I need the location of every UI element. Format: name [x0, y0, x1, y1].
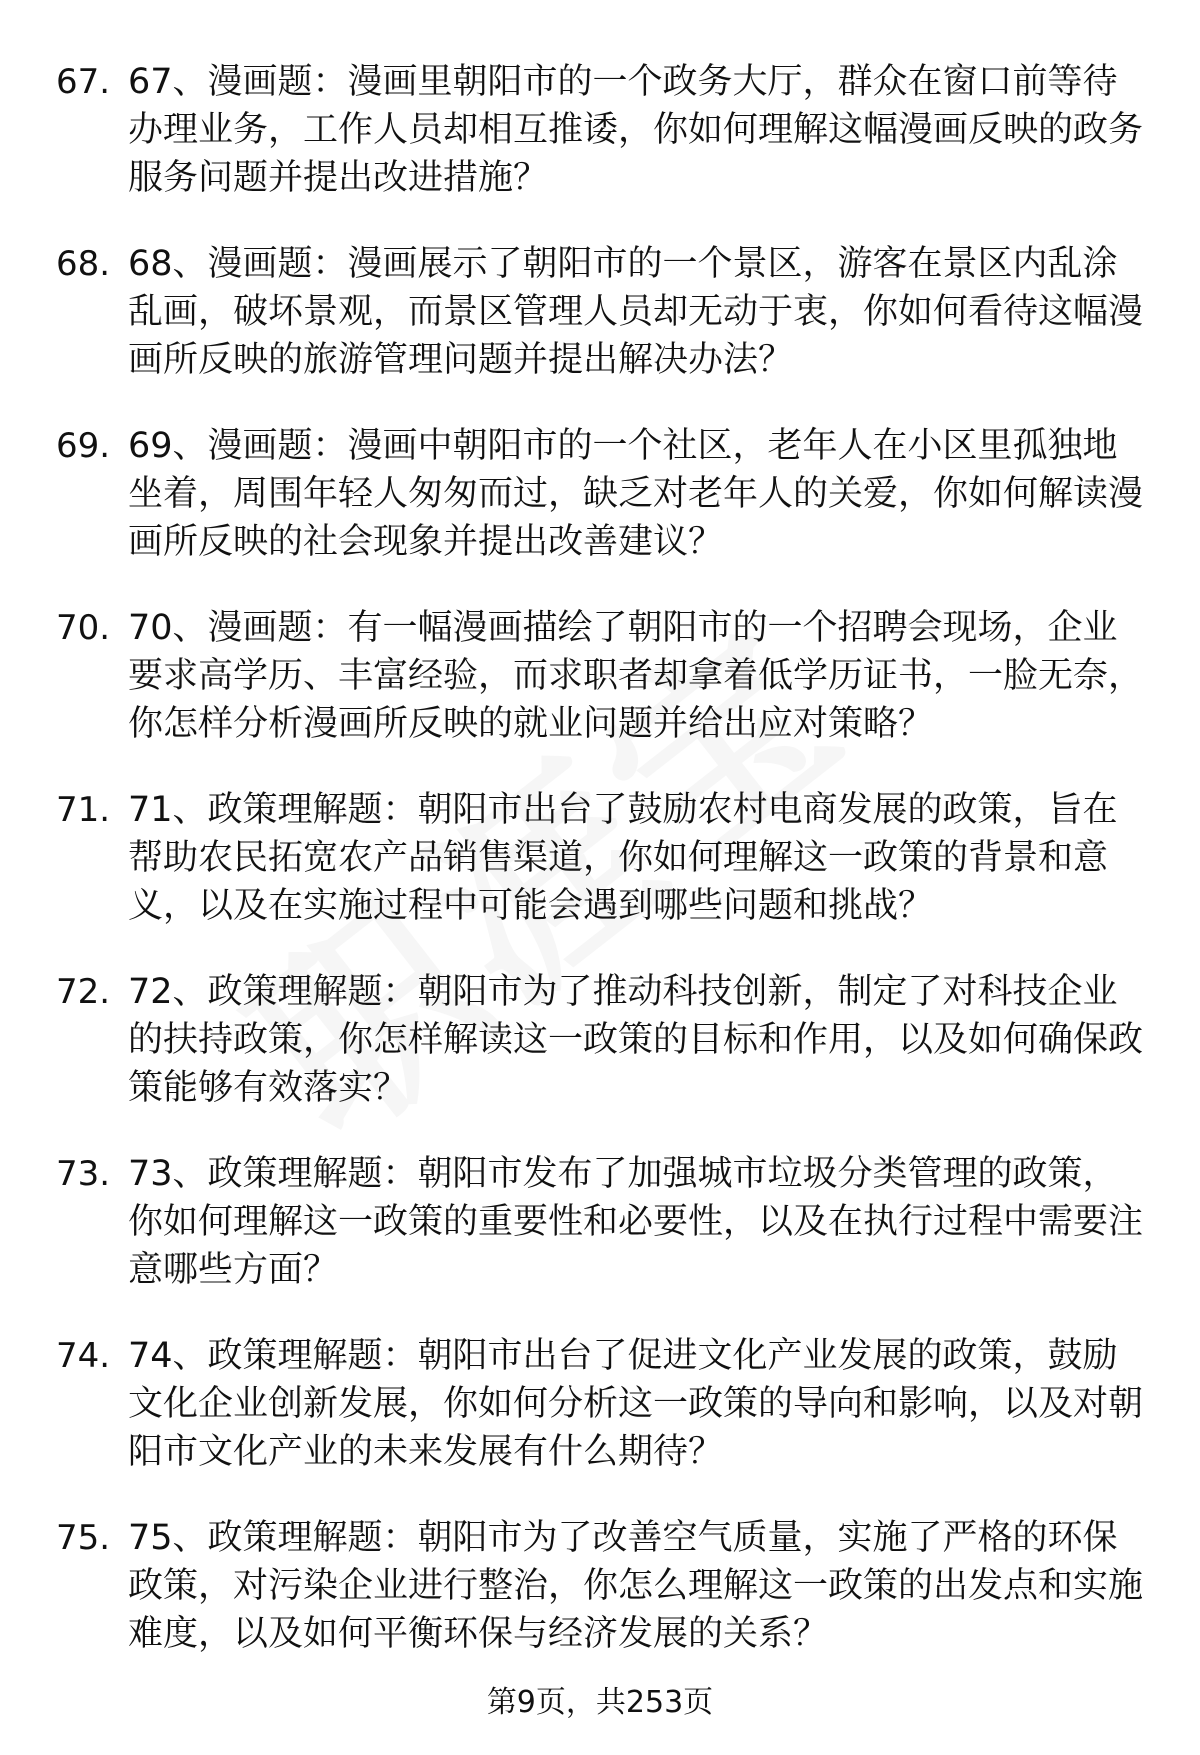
question-text: 75、政策理解题：朝阳市为了改善空气质量，实施了严格的环保政策，对污染企业进行整治，你怎么理解这一政策的出发点和实施难度，以及如何平衡环保与经济发展的关系？: [128, 1518, 1144, 1654]
question-text: 68、漫画题：漫画展示了朝阳市的一个景区，游客在景区内乱涂乱画，破坏景观，而景区管理人员却无动于衷，你如何看待这幅漫画所反映的旅游管理问题并提出解决办法？: [128, 244, 1144, 380]
question-item-68: [56, 240, 1152, 422]
question-list: [56, 58, 1152, 1696]
question-item-75: [56, 1514, 1152, 1696]
question-text: 67、漫画题：漫画里朝阳市的一个政务大厅，群众在窗口前等待办理业务，工作人员却相互推诿，你如何理解这幅漫画反映的政务服务问题并提出改进措施？: [128, 62, 1144, 198]
question-text: 69、漫画题：漫画中朝阳市的一个社区，老年人在小区里孤独地坐着，周围年轻人匆匆而过，缺乏对老年人的关爱，你如何解读漫画所反映的社会现象并提出改善建议？: [128, 426, 1144, 562]
question-number: 68.: [56, 244, 111, 284]
question-number: 75.: [56, 1518, 111, 1558]
question-number: 74.: [56, 1336, 111, 1376]
question-text: 73、政策理解题：朝阳市发布了加强城市垃圾分类管理的政策，你如何理解这一政策的重要性和必要性，以及在执行过程中需要注意哪些方面？: [128, 1154, 1144, 1290]
question-item-73: [56, 1150, 1152, 1332]
question-item-74: [56, 1332, 1152, 1514]
question-number: 72.: [56, 972, 111, 1012]
question-text: 72、政策理解题：朝阳市为了推动科技创新，制定了对科技企业的扶持政策，你怎样解读这一政策的目标和作用，以及如何确保政策能够有效落实？: [128, 972, 1144, 1108]
question-item-71: [56, 786, 1152, 968]
question-item-70: [56, 604, 1152, 786]
question-text: 71、政策理解题：朝阳市出台了鼓励农村电商发展的政策，旨在帮助农民拓宽农产品销售渠道，你如何理解这一政策的背景和意义，以及在实施过程中可能会遇到哪些问题和挑战？: [128, 790, 1118, 926]
question-item-69: [56, 422, 1152, 604]
question-item-72: [56, 968, 1152, 1150]
question-text: 74、政策理解题：朝阳市出台了促进文化产业发展的政策，鼓励文化企业创新发展，你如何分析这一政策的导向和影响，以及对朝阳市文化产业的未来发展有什么期待？: [128, 1336, 1144, 1472]
page-footer: 第9页，共253页: [486, 1685, 714, 1720]
question-number: 71.: [56, 790, 111, 830]
question-number: 67.: [56, 62, 111, 102]
question-text: 70、漫画题：有一幅漫画描绘了朝阳市的一个招聘会现场，企业要求高学历、丰富经验，而求职者却拿着低学历证书，一脸无奈，你怎样分析漫画所反映的就业问题并给出应对策略？: [128, 608, 1144, 744]
question-number: 70.: [56, 608, 111, 648]
question-item-67: [56, 58, 1152, 240]
question-number: 69.: [56, 426, 111, 466]
question-number: 73.: [56, 1154, 111, 1194]
